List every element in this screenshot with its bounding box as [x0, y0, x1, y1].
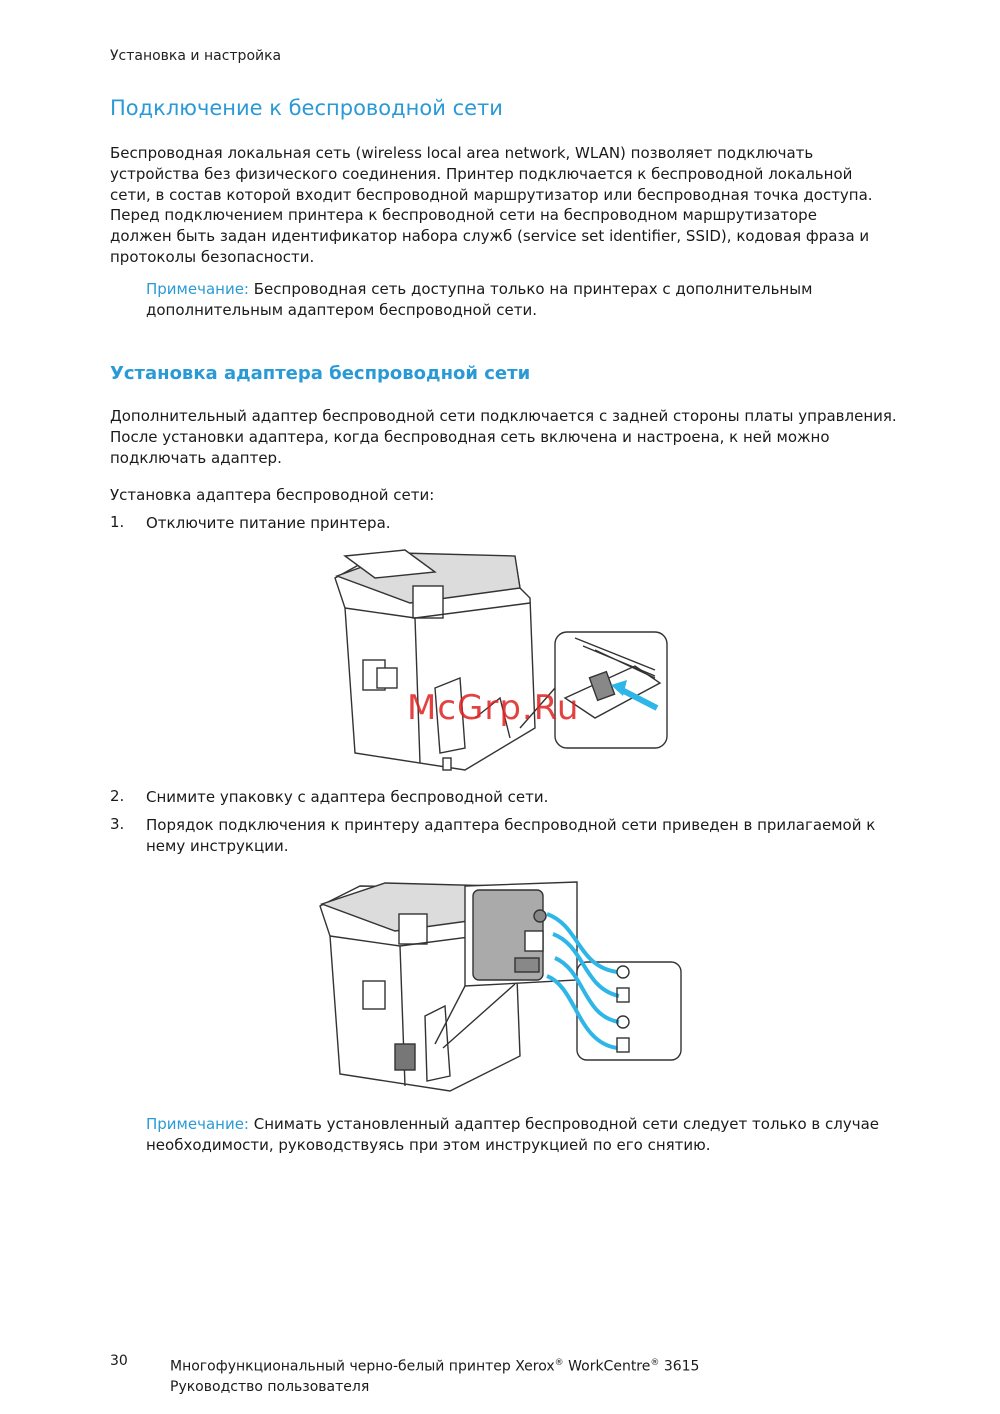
intro-line: Беспроводная локальная сеть (wireless local area network, WLAN) позволяет подключать [110, 144, 814, 162]
note-text: дополнительным адаптером беспроводной сети. [146, 301, 537, 319]
printer-power-switch-illustration [315, 548, 675, 780]
footer-subtitle: Руководство пользователя [170, 1378, 370, 1395]
note-wireless-availability [146, 279, 906, 321]
step-number: 3. [110, 815, 125, 833]
product-name: WorkCentre [563, 1358, 651, 1375]
note-text: Беспроводная сеть доступна только на принтерах с дополнительным [249, 280, 813, 298]
adapter-installation-illustration [315, 876, 685, 1096]
step-text: Отключите питание принтера. [146, 514, 391, 532]
adapter-mounted [395, 1044, 415, 1070]
section-paragraph [110, 406, 910, 468]
registered-mark: ® [554, 1358, 564, 1368]
footer-title-line: Многофункциональный черно-белый принтер Xerox [170, 1358, 555, 1375]
intro-line: сети, в состав которой входит беспроводной маршрутизатор или беспроводная точка доступа. [110, 185, 873, 204]
step-number: 2. [110, 787, 125, 805]
intro-line: Перед подключением принтера к беспроводной сети на беспроводном маршрутизаторе [110, 206, 817, 225]
printer-rear-drawing [335, 550, 535, 770]
section-line: подключать адаптер. [110, 448, 282, 467]
intro-line: устройства без физического соединения. Принтер подключается к беспроводной локальной [110, 164, 853, 183]
running-header: Установка и настройка [110, 48, 282, 64]
note-label: Примечание: [146, 1115, 249, 1133]
section-line: После установки адаптера, когда беспроводная сеть включена и настроена, к ней можно [110, 427, 830, 446]
step-text: Снимите упаковку с адаптера беспроводной сети. [146, 788, 549, 806]
note-text: Снимать установленный адаптер беспроводной сети следует только в случае [249, 1115, 879, 1133]
page-number: 30 [110, 1353, 128, 1369]
step-line: нему инструкции. [146, 837, 289, 855]
section-line: Дополнительный адаптер беспроводной сети подключается с задней стороны платы управления. [110, 407, 897, 425]
note-adapter-removal [146, 1114, 906, 1156]
note-text: необходимости, руководствуясь при этом инструкцией по его снятию. [146, 1136, 711, 1154]
step-number: 1. [110, 513, 125, 531]
page-title: Подключение к беспроводной сети [110, 96, 503, 120]
watermark: McGrp.Ru [407, 688, 580, 728]
section-subtitle: Установка адаптера беспроводной сети [110, 363, 531, 384]
procedure-lead: Установка адаптера беспроводной сети: [110, 486, 435, 504]
note-label: Примечание: [146, 280, 249, 298]
model-number: 3615 [659, 1358, 700, 1375]
step-line: Порядок подключения к принтеру адаптера беспроводной сети приведен в прилагаемой к [146, 816, 876, 834]
step-text [146, 815, 906, 857]
intro-line: протоколы безопасности. [110, 247, 315, 266]
footer-title [170, 1353, 699, 1397]
intro-line: должен быть задан идентификатор набора служб (service set identifier, SSID), кодовая фраза и [110, 227, 870, 246]
registered-mark: ® [650, 1358, 660, 1368]
intro-paragraph [110, 143, 910, 268]
